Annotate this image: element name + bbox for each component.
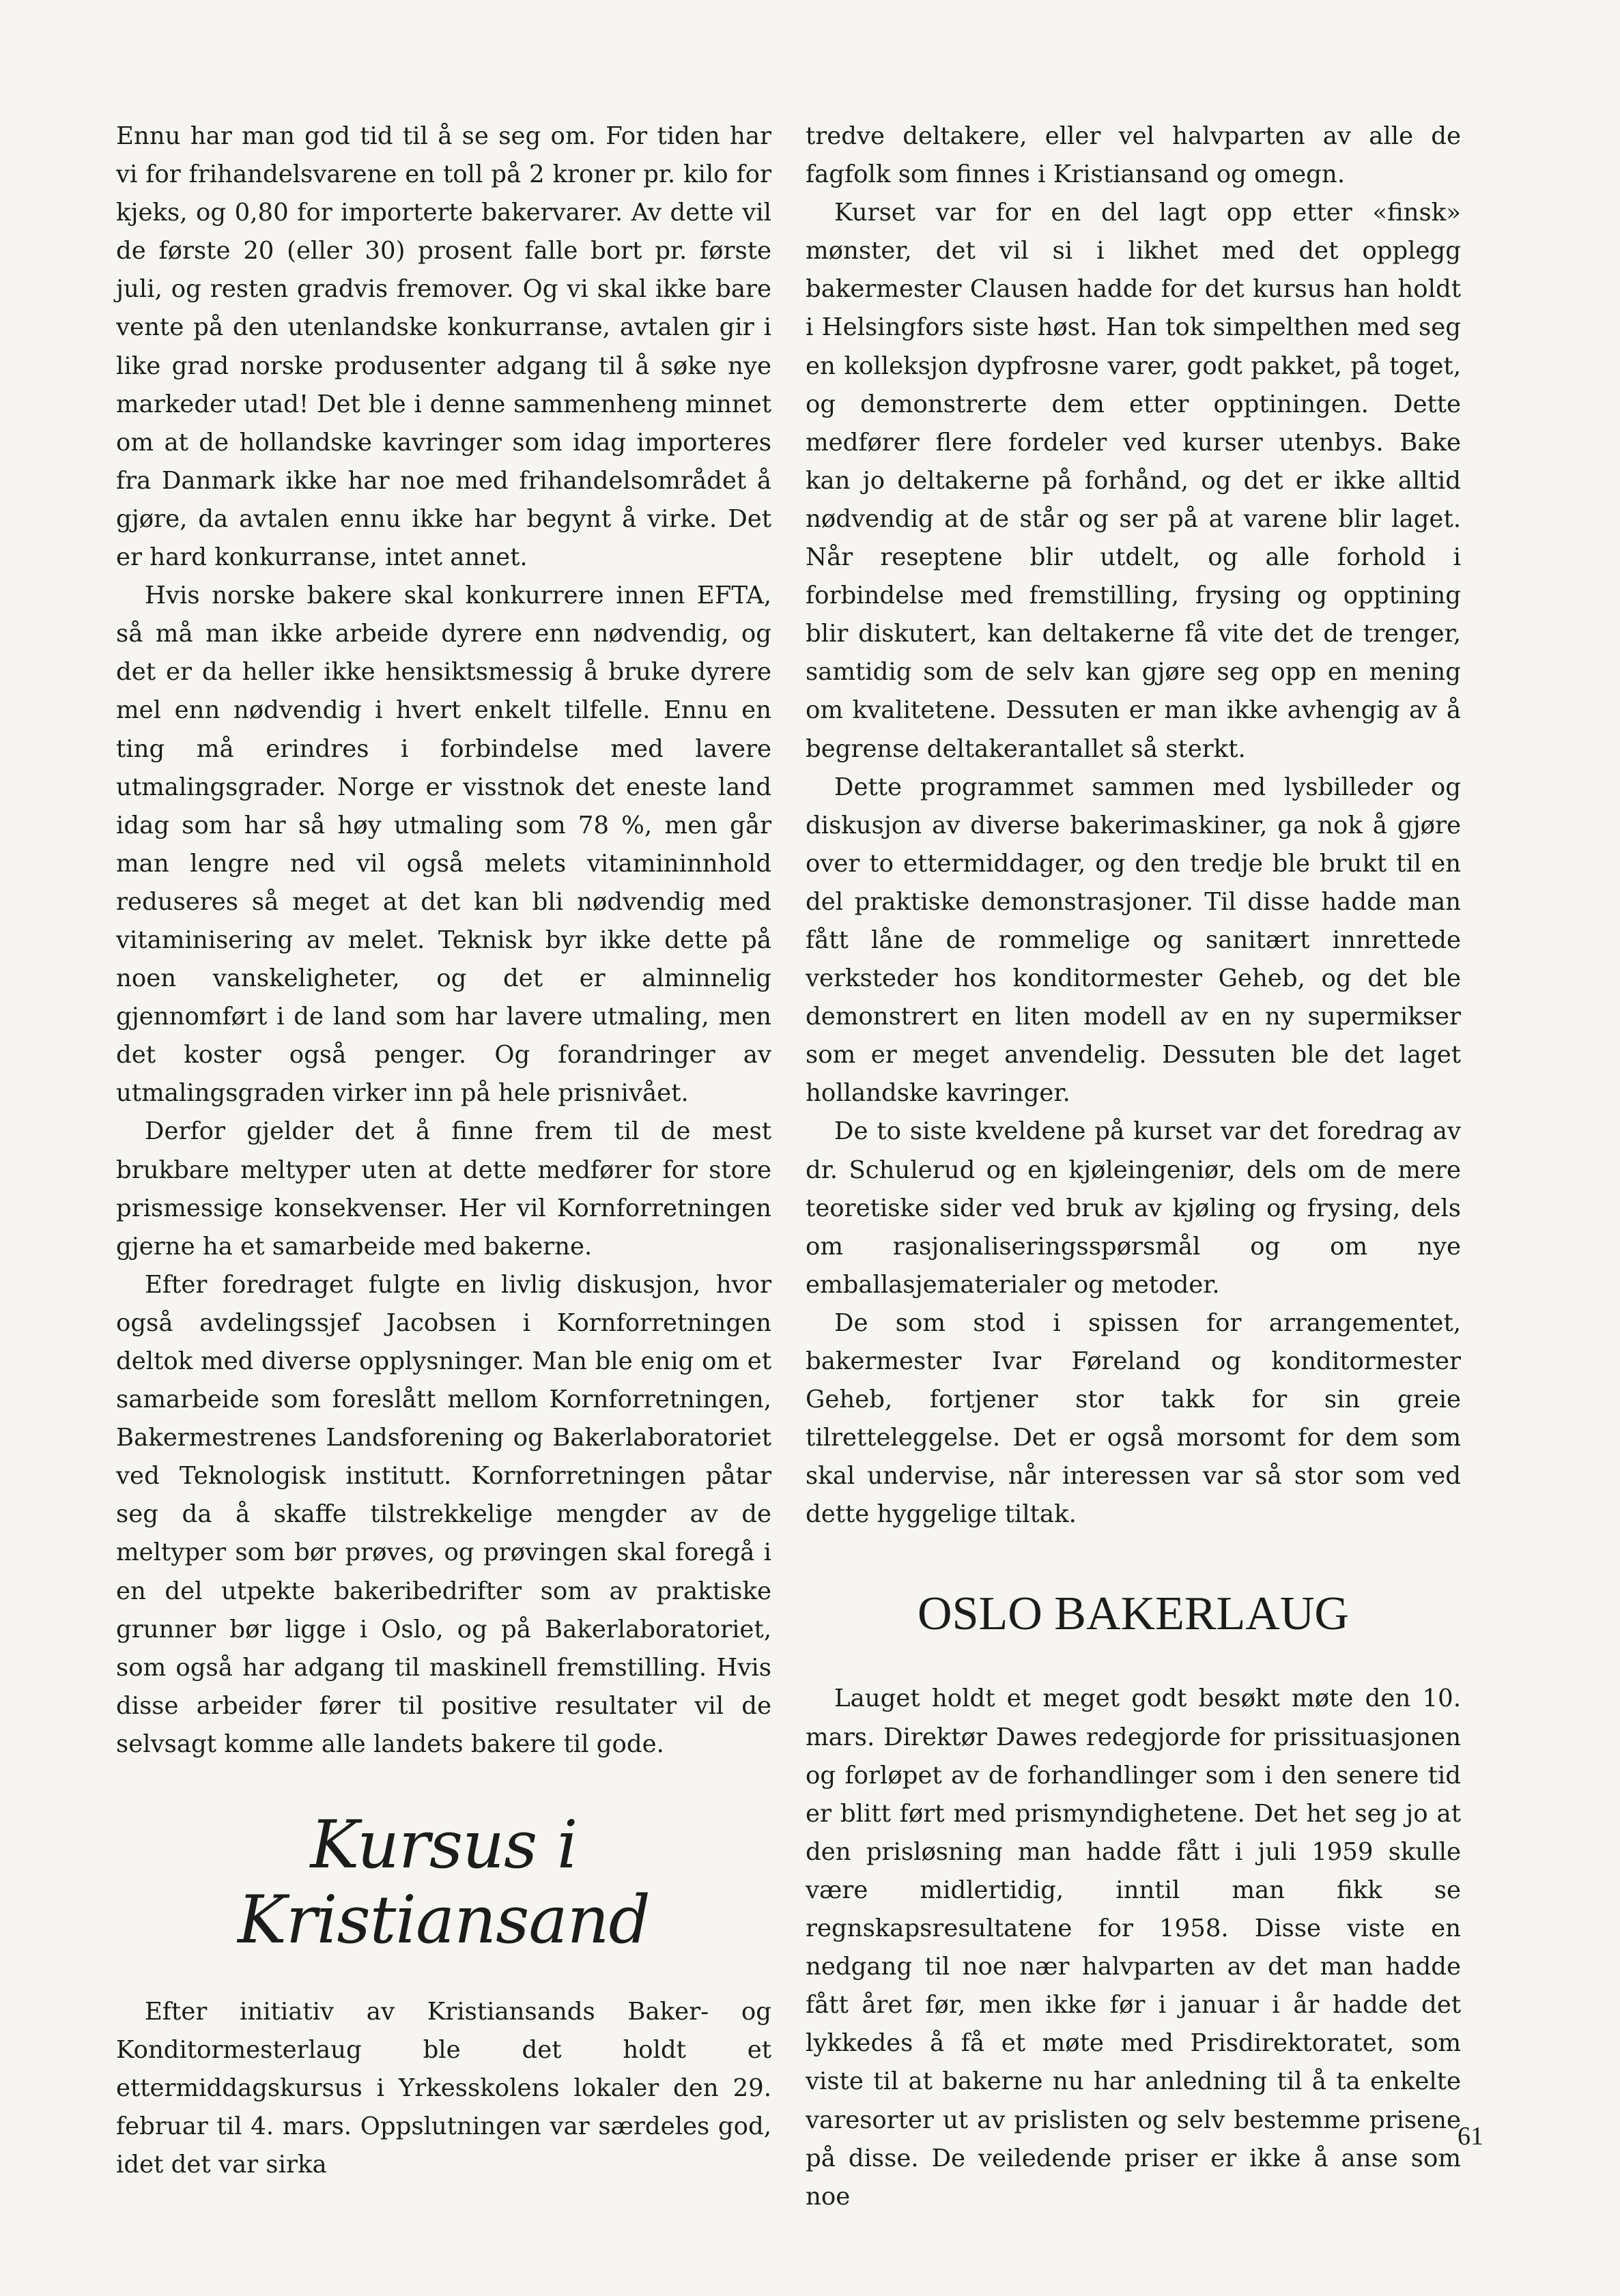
section-heading-kursus: Kursus i Kristiansand — [238, 1807, 650, 1959]
body-paragraph: De som stod i spissen for arrangementet, bakermester Ivar Føreland og konditormester Geheb, fortjener stor takk for sin greie tilretteleggelse. Det er også morsomt for dem som skal undervise, når interessen var så stor som ved dette hyggelige tiltak. — [806, 1308, 1461, 1529]
body-paragraph: Ennu har man god tid til å se seg om. For tiden har vi for frihandelsvarene en toll på 2 kroner pr. kilo for kjeks, og 0,80 for importerte bakervarer. Av dette vil de første 20 (eller 30) prosent falle bort pr. første juli, og resten gradvis fremover. Og vi skal ikke bare vente på den utenlandske konkurranse, avtalen gir i like grad norske produsenter adgang til å søke nye markeder utad! Det ble i denne sammenheng minnet om at de hollandske kavringer som idag importeres fra Danmark ikke har noe med frihandelsområdet å gjøre, da avtalen ennu ikke har begynt å virke. Det er hard konkurranse, intet annet. — [116, 122, 771, 572]
page-number: 61 — [1458, 2122, 1483, 2151]
body-paragraph: Hvis norske bakere skal konkurrere innen EFTA, så må man ikke arbeide dyrere enn nødvendig, og det er da heller ikke hensiktsmessig å bruke dyrere mel enn nødvendig i hvert enkelt tilfelle. Ennu en ting må erindres i forbindelse med lavere utmalingsgrader. Norge er visstnok det eneste land idag som har så høy utmaling som 78 %, men går man lengre ned vil også melets vitamininnhold reduseres så meget at det kan bli nødvendig med vitaminisering av melet. Teknisk byr ikke dette på noen vanskeligheter, og det er alminnelig gjennomført i de land som har lavere utmaling, men det koster også penger. Og forandringer av utmalingsgraden virker inn på hele prisnivået. — [116, 582, 771, 1108]
section-heading-oslo-bakerlaug: OSLO BAKERLAUG — [918, 1588, 1349, 1641]
body-paragraph: tredve deltakere, eller vel halvparten av alle de fagfolk som finnes i Kristiansand og omegn. — [806, 122, 1461, 189]
body-paragraph: Efter initiativ av Kristiansands Baker- og Konditormesterlaug ble det holdt et ettermiddagskursus i Yrkesskolens lokaler den 29. februar til 4. mars. Oppslutningen var særdeles god, idet det var sirka — [116, 1998, 771, 2179]
left-column — [116, 117, 771, 2185]
body-paragraph: Efter foredraget fulgte en livlig diskusjon, hvor også avdelingssjef Jacobsen i Kornforretningen deltok med diverse opplysninger. Man ble enig om et samarbeide som foreslått mellom Kornforretningen, Bakermestrenes Landsforening og Bakerlaboratoriet ved Teknologisk institutt. Kornforretningen påtar seg da å skaffe tilstrekkelige mengder av de meltyper som bør prøves, og prøvingen skal foregå i en del utpekte bakeribedrifter som av praktiske grunner bør ligge i Oslo, og på Bakerlaboratoriet, som også har adgang til maskinell fremstilling. Hvis disse arbeider fører til positive resultater vil de selvsagt komme alle landets bakere til gode. — [116, 1270, 771, 1758]
body-paragraph: Derfor gjelder det å finne frem til de mest brukbare meltyper uten at dette medfører for store prismessige konsekvenser. Her vil Kornforretningen gjerne ha et samarbeide med bakerne. — [116, 1117, 771, 1261]
right-column — [806, 117, 1461, 2216]
body-paragraph: De to siste kveldene på kurset var det foredrag av dr. Schulerud og en kjøleingeniør, dels om de mere teoretiske sider ved bruk av kjøling og frysing, dels om rasjonaliseringsspørsmål og om nye emballasjematerialer og metoder. — [806, 1117, 1461, 1299]
body-paragraph: Dette programmet sammen med lysbilleder og diskusjon av diverse bakerimaskiner, ga nok å gjøre over to ettermiddager, og den tredje ble brukt til en del praktiske demonstrasjoner. Til disse hadde man fått låne de rommelige og sanitært innrettede verksteder hos konditormester Geheb, og det ble demonstrert en liten modell av en ny supermikser som er meget anvendelig. Dessuten ble det laget hollandske kavringer. — [806, 773, 1461, 1108]
body-paragraph: Kurset var for en del lagt opp etter «finsk» mønster, det vil si i likhet med det opplegg bakermester Clausen hadde for det kursus han holdt i Helsingfors siste høst. Han tok simpelthen med seg en kolleksjon dypfrosne varer, godt pakket, på toget, og demonstrerte dem etter opptiningen. Dette medfører flere fordeler ved kurser utenbys. Bake kan jo deltakerne på forhånd, og det er ikke alltid nødvendig at de står og ser på at varene blir laget. Når reseptene blir utdelt, og alle forhold i forbindelse med fremstilling, frysing og opptining blir diskutert, kan deltakerne få vite det de trenger, samtidig som de selv kan gjøre seg opp en mening om kvalitetene. Dessuten er man ikke avhengig av å begrense deltakerantallet så sterkt. — [806, 199, 1461, 763]
body-paragraph: Lauget holdt et meget godt besøkt møte den 10. mars. Direktør Dawes redegjorde for prissituasjonen og forløpet av de forhandlinger som i den senere tid er blitt ført med prismyndighetene. Det het seg jo at den prisløsning man hadde fått i juli 1959 skulle være midlertidig, inntil man fikk se regnskapsresultatene for 1958. Disse viste en nedgang til noe nær halvparten av det man hadde fått året før, men ikke før i januar i år hadde det lykkedes å få et møte med Prisdirektoratet, som viste til at bakerne nu har anledning til å ta enkelte varesorter ut av prislisten og selv bestemme prisene på disse. De veiledende priser er ikke å anse som noe — [806, 1684, 1461, 2211]
